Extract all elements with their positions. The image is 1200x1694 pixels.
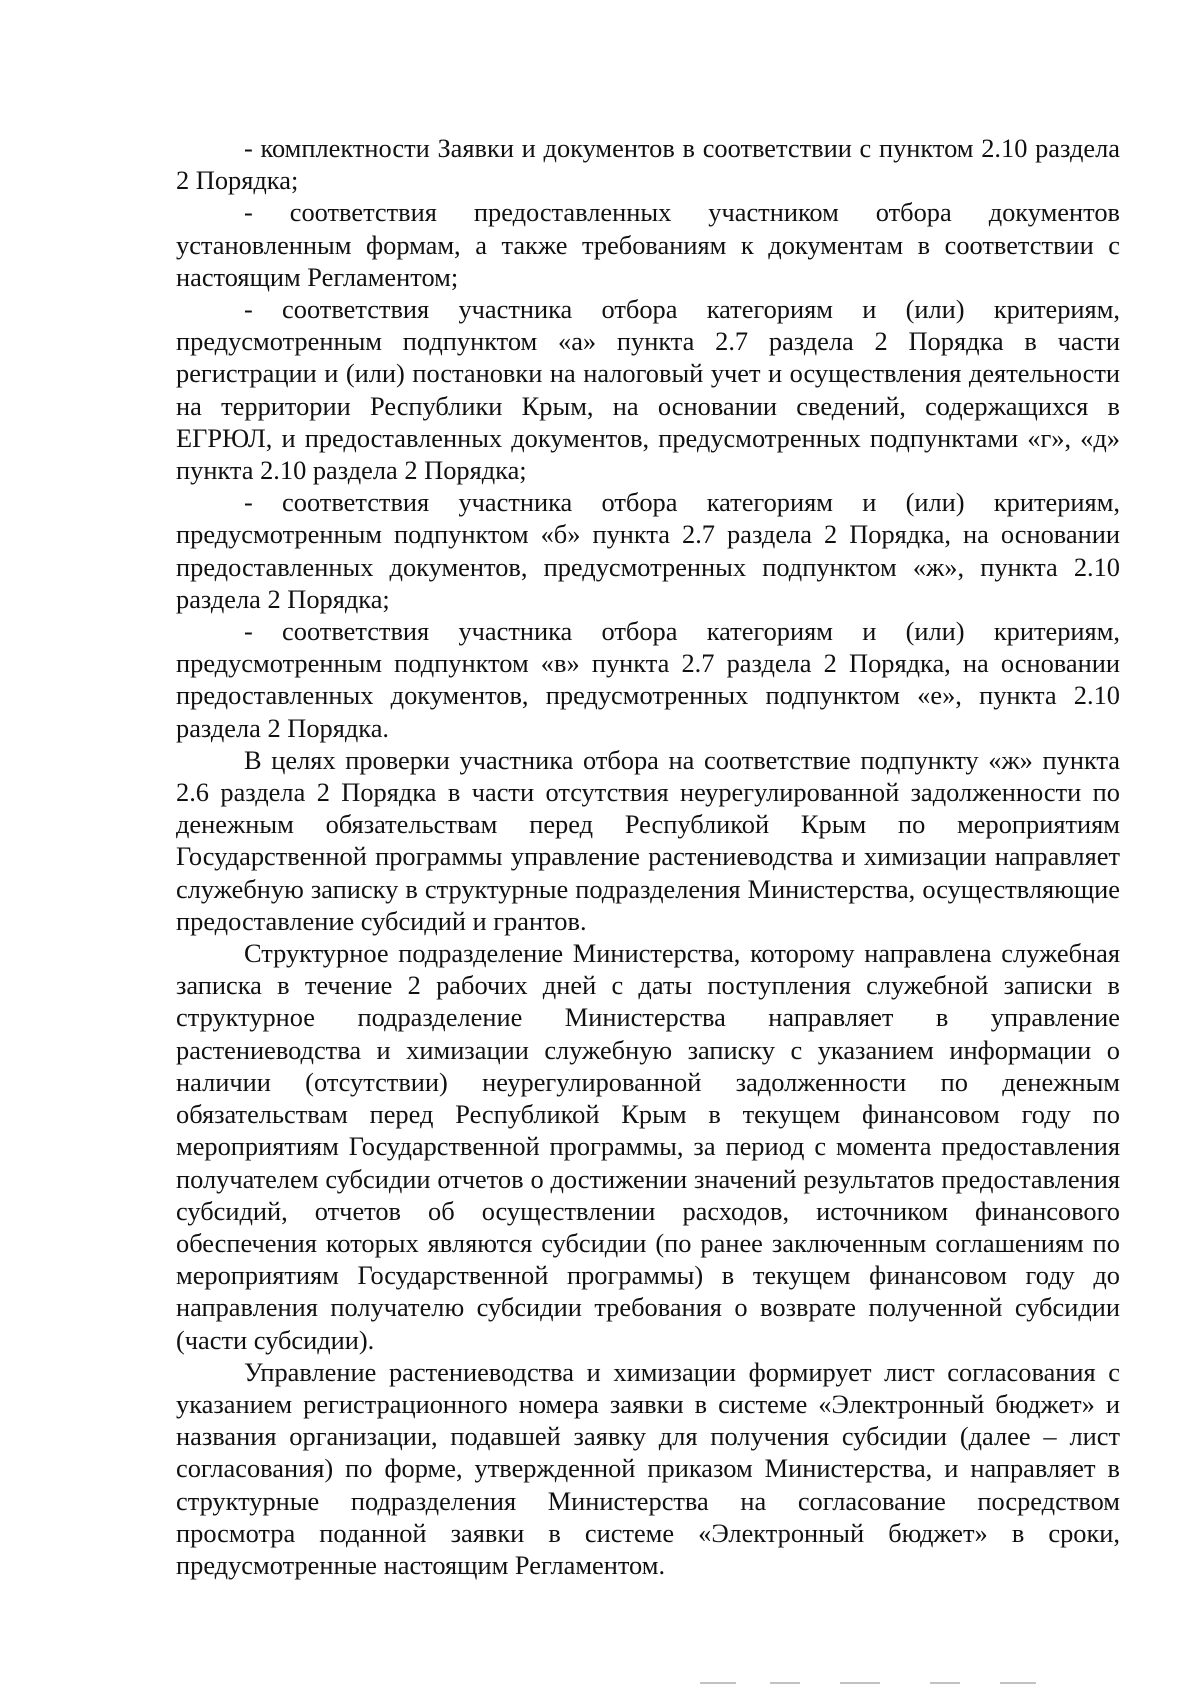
paragraph-6: В целях проверки участника отбора на соответствие подпункту «ж» пункта 2.6 раздела 2 Порядка в части отсутствия неурегулированной задолженности по денежным обязательствам перед Республикой Крым по мероприятиям Государственной программы управление растениеводства и химизации направляет служебную записку в структурные подразделения Министерства, осуществляющие предоставление субсидий и грантов. — [176, 744, 1120, 936]
paragraph-2: - соответствия предоставленных участником отбора документов установленным формам, а также требованиям к документам в соответствии с настоящим Регламентом; — [176, 197, 1120, 292]
paragraph-8: Управление растениеводства и химизации формирует лист согласования с указанием регистрационного номера заявки в системе «Электронный бюджет» и названия организации, подавшей заявку для получения субсидии (далее – лист согласования) по форме, утвержденной приказом Министерства, и направляет в структурные подразделения Министерства на согласование посредством просмотра поданной заявки в системе «Электронный бюджет» в сроки, предусмотренные настоящим Регламентом. — [176, 1356, 1120, 1580]
scan-mark — [840, 1682, 880, 1684]
paragraph-5: - соответствия участника отбора категориям и (или) критериям, предусмотренным подпунктом «в» пункта 2.7 раздела 2 Порядка, на основании предоставленных документов, предусмотренных подпунктом «е», пункта 2.10 раздела 2 Порядка. — [176, 616, 1120, 743]
scan-artifacts — [700, 1682, 1120, 1688]
scan-mark — [930, 1682, 960, 1684]
paragraph-3: - соответствия участника отбора категориям и (или) критериям, предусмотренным подпунктом «а» пункта 2.7 раздела 2 Порядка в части регистрации и (или) постановки на налоговый учет и осуществления деятельности на территории Республики Крым, на основании сведений, содержащихся в ЕГРЮЛ, и предоставленных документов, предусмотренных подпунктами «г», «д» пункта 2.10 раздела 2 Порядка; — [176, 294, 1120, 486]
paragraph-7: Структурное подразделение Министерства, которому направлена служебная записка в течение 2 рабочих дней с даты поступления служебной записки в структурное подразделение Министерства направляет в управление растениеводства и химизации служебную записку с указанием информации о наличии (отсутствии) неурегулированной задолженности по денежным обязательствам перед Республикой Крым в текущем финансовом году по мероприятиям Государственной программы, за период с момента предоставления получателем субсидии отчетов о достижении значений результатов предоставления субсидий, отчетов об осуществлении расходов, источником финансового обеспечения которых являются субсидии (по ранее заключенным соглашениям по мероприятиям Государственной программы) в текущем финансовом году до направления получателю субсидии требования о возврате полученной субсидии (части субсидии). — [176, 938, 1120, 1355]
scan-mark — [700, 1682, 736, 1684]
paragraph-1: - комплектности Заявки и документов в соответствии с пунктом 2.10 раздела 2 Порядка; — [176, 133, 1120, 196]
scan-mark — [1000, 1682, 1036, 1684]
paragraph-4: - соответствия участника отбора категориям и (или) критериям, предусмотренным подпунктом «б» пункта 2.7 раздела 2 Порядка, на основании предоставленных документов, предусмотренных подпунктом «ж», пункта 2.10 раздела 2 Порядка; — [176, 487, 1120, 614]
scan-mark — [770, 1682, 800, 1684]
document-body — [176, 132, 1120, 1581]
